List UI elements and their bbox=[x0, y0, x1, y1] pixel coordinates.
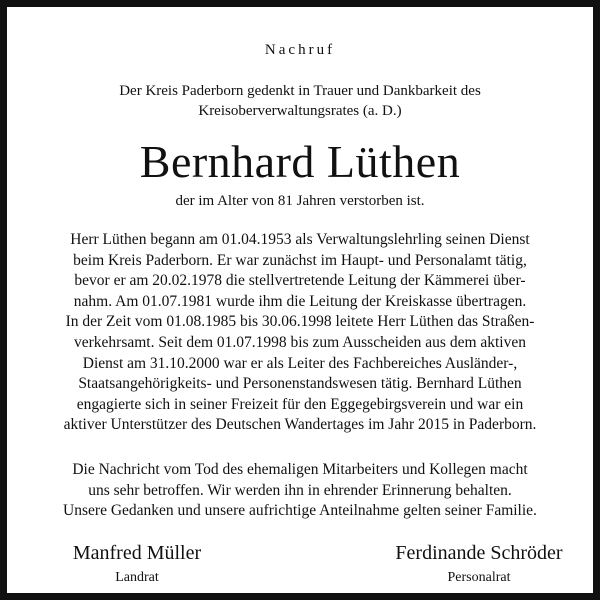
biography-paragraph bbox=[28, 230, 572, 436]
deceased-name: Bernhard Lüthen bbox=[139, 136, 461, 187]
condolence-line: Die Nachricht vom Tod des ehemaligen Mitarbeiters und Kollegen macht bbox=[72, 461, 528, 478]
condolence-line: uns sehr betroffen. Wir werden ihn in ehrender Erinnerung behalten. bbox=[88, 481, 512, 499]
condolence-paragraph bbox=[28, 460, 572, 522]
biography-line: Staatsangehörigkeits- und Personenstandswesen tätig. Bernhard Lüthen bbox=[78, 375, 522, 393]
biography-line: Dienst am 31.10.2000 war er als Leiter des Fachbereiches Ausländer-, bbox=[82, 354, 518, 372]
obituary-heading: Nachruf bbox=[264, 42, 336, 58]
biography-line: beim Kreis Paderborn. Er war zunächst im Haupt- und Personalamt tätig, bbox=[73, 251, 527, 269]
signatory-role: Landrat bbox=[115, 570, 159, 585]
biography-line: aktiver Unterstützer des Deutschen Wandertages im Jahr 2015 in Paderborn. bbox=[63, 416, 537, 434]
intro-text bbox=[34, 81, 566, 121]
biography-line: engagierte sich in seiner Freizeit für den Eggegebirgsverein und war ein bbox=[76, 395, 524, 413]
obituary-content bbox=[14, 14, 586, 586]
signature-block-landrat bbox=[52, 541, 222, 587]
signatory-name: Ferdinande Schröder bbox=[395, 542, 563, 564]
biography-line: verkehrsamt. Seit dem 01.07.1998 bis zum Ausscheiden aus dem aktiven bbox=[74, 333, 526, 351]
signatory-role: Personalrat bbox=[447, 570, 511, 585]
condolence-line: Unsere Gedanken und unsere aufrichtige Anteilnahme gelten seiner Familie. bbox=[63, 502, 537, 520]
intro-line: Der Kreis Paderborn gedenkt in Trauer und Dankbarkeit des bbox=[119, 83, 481, 99]
signature-block-personalrat bbox=[369, 541, 589, 587]
age-line: der im Alter von 81 Jahren verstorben ist. bbox=[175, 193, 425, 209]
biography-line: Herr Lüthen begann am 01.04.1953 als Verwaltungslehrling seinen Dienst bbox=[70, 231, 530, 248]
biography-line: bevor er am 20.02.1978 die stellvertretende Leitung der Kämmerei über- bbox=[74, 272, 526, 290]
biography-line: In der Zeit vom 01.08.1985 bis 30.06.1998 leitete Herr Lüthen das Straßen- bbox=[65, 313, 535, 331]
signatory-name: Manfred Müller bbox=[72, 542, 202, 564]
biography-line: nahm. Am 01.07.1981 wurde ihm die Leitung der Kreiskasse übertragen. bbox=[73, 292, 527, 310]
intro-line: Kreisoberverwaltungsrates (a. D.) bbox=[198, 103, 402, 119]
